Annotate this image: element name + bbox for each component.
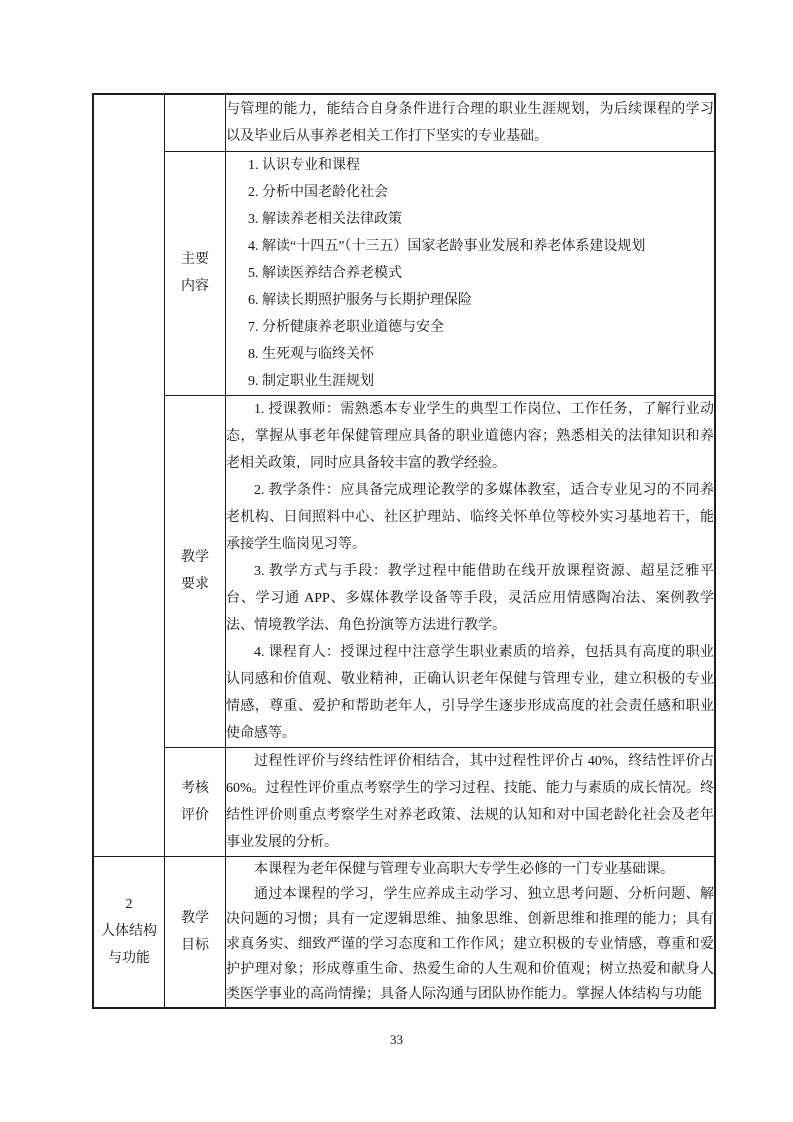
section2-number-cell	[93, 856, 165, 1008]
objectives-label-cell	[165, 856, 226, 1008]
teaching-requirements-paragraph: 1. 授课教师：需熟悉本专业学生的典型工作岗位、工作任务，了解行业动态，掌握从事老年保健管理应具备的职业道德内容；熟悉相关的法律知识和养老相关政策，同时应具备较丰富的教学经验。	[226, 401, 714, 471]
section2-title-line: 与功能	[108, 951, 150, 967]
section1-number-cell	[93, 94, 165, 856]
course-syllabus-table	[92, 93, 716, 1009]
main-content-item: 4. 解读“十四五”（十三五）国家老龄事业发展和养老体系建设规划	[248, 238, 646, 254]
assessment-paragraph: 过程性评价与终结性评价相结合，其中过程性评价占 40%，终结性评价占 60%。过程性评价重点考察学生的学习过程、技能、能力与素质的成长情况。终结性评价则重点考察学生对养老政策、法规的认知和对中国老龄化社会及老年事业发展的分析。	[226, 753, 714, 850]
main-content-item: 2. 分析中国老龄化社会	[248, 184, 388, 200]
objectives-paragraph: 通过本课程的学习，学生应养成主动学习、独立思考问题、分析问题、解决问题的习惯；具有一定逻辑思维、抽象思维、创新思维和推理的能力；具有求真务实、细致严谨的学习态度和工作作风；建立积极的专业情感，尊重和爱护护理对象；形成尊重生命、热爱生命的人生观和价值观；树立热爱和献身人类医学事业的高尚情操；具备人际沟通与团队协作能力。掌握人体结构与功能	[226, 886, 714, 1002]
main-content-item: 3. 解读养老相关法律政策	[248, 211, 402, 227]
teaching-requirements-paragraph: 2. 教学条件：应具备完成理论教学的多媒体教室，适合专业见习的不同养老机构、日间照料中心、社区护理站、临终关怀单位等校外实习基地若干，能承接学生临岗见习等。	[226, 482, 714, 552]
teaching-requirements-label-line: 要求	[181, 577, 209, 592]
main-content-item: 6. 解读长期照护服务与长期护理保险	[248, 292, 472, 308]
main-content-item: 7. 分析健康养老职业道德与安全	[248, 319, 444, 335]
objectives-label-line: 教学	[181, 910, 209, 926]
main-content-item: 8. 生死观与临终关怀	[248, 346, 374, 362]
teaching-requirements-cell	[226, 395, 716, 747]
teaching-requirements-label-cell	[165, 395, 226, 747]
assessment-label-line: 评价	[181, 807, 209, 823]
main-content-item: 1. 认识专业和课程	[248, 157, 360, 173]
carryover-text-cell	[226, 94, 716, 151]
teaching-requirements-label-line: 教学	[181, 550, 209, 565]
assessment-cell	[226, 747, 716, 856]
section2-number: 2	[125, 897, 133, 913]
objectives-label-line: 目标	[181, 937, 209, 953]
main-content-label-line: 主要	[181, 252, 209, 267]
teaching-requirements-paragraph: 3. 教学方式与手段：教学过程中能借助在线开放课程资源、超星泛雅平台、学习通 APP、多媒体教学设备等手段，灵活应用情感陶冶法、案例教学法、情境教学法、角色扮演等方法进行教学。	[226, 563, 714, 633]
main-content-item: 9. 制定职业生涯规划	[248, 373, 374, 389]
objectives-cell	[226, 856, 716, 1008]
main-content-cell	[226, 151, 716, 395]
main-content-label-line: 内容	[181, 279, 209, 294]
teaching-requirements-paragraph: 4. 课程育人：授课过程中注意学生职业素质的培养，包括具有高度的职业认同感和价值观、敬业精神，正确认识老年保健与管理专业，建立积极的专业情感，尊重、爱护和帮助老年人，引导学生逐步形成高度的社会责任感和职业使命感等。	[226, 644, 714, 741]
assessment-label-line: 考核	[181, 780, 209, 796]
section2-title-line: 人体结构	[101, 924, 157, 940]
carryover-text: 与管理的能力，能结合自身条件进行合理的职业生涯规划，为后续课程的学习以及毕业后从事养老相关工作打下坚实的专业基础。	[226, 101, 714, 144]
main-content-item: 5. 解读医养结合养老模式	[248, 265, 402, 281]
assessment-label-cell	[165, 747, 226, 856]
section1-empty-label-cell	[165, 94, 226, 151]
page-number: 33	[390, 1032, 403, 1047]
objectives-paragraph: 本课程为老年保健与管理专业高职大专学生必修的一门专业基础课。	[254, 861, 674, 877]
main-content-label-cell	[165, 151, 226, 395]
